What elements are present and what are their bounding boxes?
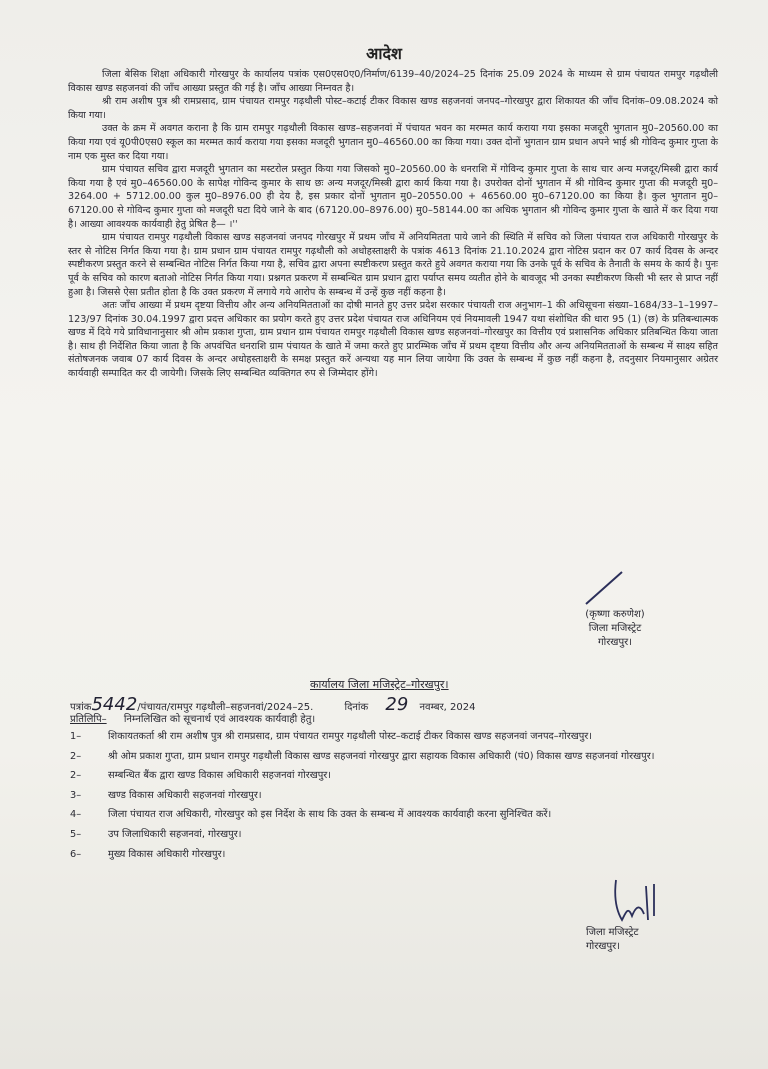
paragraph: श्री राम अशीष पुत्र श्री रामप्रसाद, ग्राम पंचायत रामपुर गढ़थौली पोस्ट–कटाई टीकर विकास खण्ड सहजनवां जनपद–गोरखपुर द्वारा शिकायत की जाँच दिनांक–09.08.2024 को किया गया।: [68, 96, 718, 121]
reference-label: पत्रांक: [70, 702, 92, 713]
signature-block-2: [586, 926, 639, 954]
list-item: [70, 848, 720, 862]
paragraph: उक्त के क्रम में अवगत कराना है कि ग्राम रामपुर गढ़थौली विकास खण्ड–सहजनवां में पंचायत भवन का मरम्मत कार्य कराया गया इसका मजदूरी भुगतान मु0–20560.00 का किया गया एवं यू0पी0एस0 स्कूल का मरम्मत कार्य कराया गया इसका मजदूरी भुगतान मु0–46560.00 का किया गया। उक्त दोनों भुगतान ग्राम प्रधान अपने भाई श्री गोविन्द कुमार गुप्ता के नाम एक मुस्त कर दिया गया।: [68, 123, 718, 162]
list-item: [70, 828, 720, 842]
signatory-designation: जिला मजिस्ट्रेट: [588, 623, 642, 634]
item-number: 3–: [70, 789, 82, 801]
reference-subject: /पंचायत/रामपुर गढ़थौली–सहजनवां/2024–25.: [137, 702, 314, 713]
item-number: 6–: [70, 848, 82, 860]
item-text: श्री ओम प्रकाश गुप्ता, ग्राम प्रधान रामपुर गढ़थौली विकास खण्ड सहजनवां गोरखपुर द्वारा सहायक विकास अधिकारी (पं0) विकास खण्ड सहजनवां गोरखपुर।: [108, 750, 655, 762]
order-title: आदेश: [366, 44, 402, 63]
date-label: दिनांक: [344, 702, 369, 713]
paragraph: ग्राम पंचायत रामपुर गढ़थौली विकास खण्ड सहजनवां जनपद गोरखपुर में प्रथम जाँच में अनियमितता पाये जाने की स्थिति में सचिव को जिला पंचायत राज अधिकारी गोरखपुर के स्तर से नोटिस निर्गत किया गया है। ग्राम प्रधान ग्राम पंचायत रामपुर गढ़थौली को अधोहस्ताक्षरी के पत्रांक 4613 दिनांक 21.10.2024 द्वारा नोटिस प्रदान कर 07 कार्य दिवस के अन्दर स्पष्टीकरण प्रस्तुत करने से सम्बन्धित नोटिस निर्गत किया गया है, सचिव द्वारा अपना स्पष्टीकरण प्रस्तुत करते हुये अवगत कराया गया कि उनके पूर्व के सचिव के तैनाती के समय के कार्य है। पुनः पूर्व के सचिव को कारण बताओ नोटिस निर्गत किया गया। प्रश्नगत प्रकरण में सम्बन्धित ग्राम प्रधान द्वारा पर्याप्त समय व्यतीत होने के बावजूद भी उनका स्पष्टीकरण किसी भी स्तर से प्राप्त नहीं हुआ है। जिससे ऐसा प्रतीत होता है कि उक्त प्रकरण में लगाये गये आरोप के सम्बन्ध में उन्हें कुछ नहीं कहना है।: [68, 232, 719, 298]
item-text: शिकायतकर्ता श्री राम अशीष पुत्र श्री रामप्रसाद, ग्राम पंचायत रामपुर गढ़थौली पोस्ट–कटाई टीकर विकास खण्ड सहजनवां जनपद–गोरखपुर।: [108, 731, 593, 742]
list-item: [70, 769, 720, 783]
signatory-place: गोरखपुर।: [586, 941, 621, 952]
item-number: 1–: [70, 731, 82, 742]
signature-block-1: [560, 608, 670, 650]
handwritten-number: 5442: [91, 694, 138, 715]
item-number: 4–: [70, 809, 82, 821]
list-item: [70, 789, 720, 803]
paragraph: ग्राम पंचायत सचिव द्वारा मजदूरी भुगतान का मस्टरोल प्रस्तुत किया गया जिसको मु0–20560.00 के धनराशि में गोविन्द कुमार गुप्ता के साथ चार अन्य मजदूर/मिस्त्री द्वारा कार्य किया गया है एवं मु0–46560.00 के सापेक्ष गोविन्द कुमार के साथ छः अन्य मजदूर/मिस्त्री द्वारा कार्य किया गया है। उपरोक्त दोनों भुगतान में श्री गोविन्द कुमार गुप्ता की मजदूरी मु0–3264.00 + 5712.00.00 कुल मु0–8976.00 ही देय है, इस प्रकार दोनों भुगतान मु0–20550.00 + 46560.00 मु0–67120.00 का किया है। कुल भुगतान मु0–67120.00 से गोविन्द कुमार गुप्ता को मजदूरी घटा दिये जाने के बाद (67120.00–8976.00) मु0–58144.00 का अधिक भुगतान श्री गोविन्द कुमार गुप्ता के खाते में कर दिया गया है। आख्या आवश्यक कार्यवाही हेतु प्रेषित है— ।'': [68, 164, 718, 230]
item-text: उप जिलाधिकारी सहजनवां, गोरखपुर।: [108, 828, 242, 840]
order-body: [68, 68, 718, 381]
office-heading: कार्यालय जिला मजिस्ट्रेट–गोरखपुर।: [310, 678, 449, 691]
distribution-list: [70, 730, 720, 867]
signature-scribble: [610, 876, 670, 926]
item-text: खण्ड विकास अधिकारी सहजनवां गोरखपुर।: [108, 789, 262, 801]
signatory-name: (कृष्णा करुणेश): [585, 609, 645, 620]
copy-label: प्रतिलिपि–: [70, 714, 107, 725]
list-item: [70, 808, 720, 822]
item-number: 2–: [70, 750, 82, 762]
copy-text: निम्नलिखित को सूचनार्थ एवं आवश्यक कार्यवाही हेतु।: [123, 714, 316, 725]
signatory-place: गोरखपुर।: [597, 637, 633, 648]
paragraph: जिला बेसिक शिक्षा अधिकारी गोरखपुर के कार्यालय पत्रांक एस0एस0ए0/निर्माण/6139–40/2024–25 दिनांक 25.09 2024 के माध्यम से ग्राम पंचायत रामपुर गढ़थौली विकास खण्ड सहजनवां की जाँच आख्या प्रस्तुत की गई है। जाँच आख्या निम्नवत है।: [68, 69, 718, 94]
item-text: जिला पंचायत राज अधिकारी, गोरखपुर को इस निर्देश के साथ कि उक्त के सम्बन्ध में आवश्यक कार्यवाही करना सुनिश्चित करें।: [108, 809, 552, 821]
signature-scribble: [582, 568, 632, 608]
item-number: 5–: [70, 828, 82, 840]
list-item: [70, 730, 720, 744]
item-text: सम्बन्धित बैंक द्वारा खण्ड विकास अधिकारी सहजनवां गोरखपुर।: [108, 770, 331, 782]
item-text: मुख्य विकास अधिकारी गोरखपुर।: [108, 848, 226, 860]
signatory-designation: जिला मजिस्ट्रेट: [586, 927, 639, 938]
list-item: [70, 750, 720, 764]
copy-heading: [70, 711, 315, 725]
paragraph: अतः जाँच आख्या में प्रथम दृष्टया वित्तीय और अन्य अनियमितताओं का दोषी मानते हुए उत्तर प्रदेश सरकार पंचायती राज अनुभाग–1 की अधिसूचना संख्या–1684/33–1–1997–123/97 दिनांक 30.04.1997 द्वारा प्रदत्त अधिकार का प्रयोग करते हुए उत्तर प्रदेश पंचायत राज अधिनियम एवं नियमावली 1947 यथा संशोधित की धारा 95 (1) (छ) के प्रतिबन्धात्मक खण्ड में दिये गये प्राविधानानुसार श्री ओम प्रकाश गुप्ता, ग्राम प्रधान ग्राम पंचायत रामपुर गढ़थौली विकास खण्ड सहजनवां–गोरखपुर का वित्तीय एवं प्रशासनिक अधिकार प्रतिबन्धित किया जाता है। साथ ही निर्देशित किया जाता है कि अपवंचित धनराशि ग्राम पंचायत के खाते में जमा करते हुए प्रारम्भिक जाँच में प्रथम दृष्टया वित्तीय और अन्य अनियमितताओं के सम्बन्ध में साक्ष्य सहित संतोषजनक जवाब 07 कार्य दिवस के अन्दर अधोहस्ताक्षरी के समक्ष प्रस्तुत करें अन्यथा यह मान लिया जायेगा कि उक्त के सम्बन्ध में कुछ नहीं कहना है, तदनुसार नियमानुसार अग्रेतर कार्यवाही सम्पादित कर दी जायेगी। जिसके लिए सम्बन्धित व्यक्तिगत रुप से जिम्मेदार होंगे।: [68, 300, 718, 380]
month-year: नवम्बर, 2024: [419, 702, 476, 713]
handwritten-day: 29: [385, 694, 409, 715]
item-number: 2–: [70, 770, 82, 782]
